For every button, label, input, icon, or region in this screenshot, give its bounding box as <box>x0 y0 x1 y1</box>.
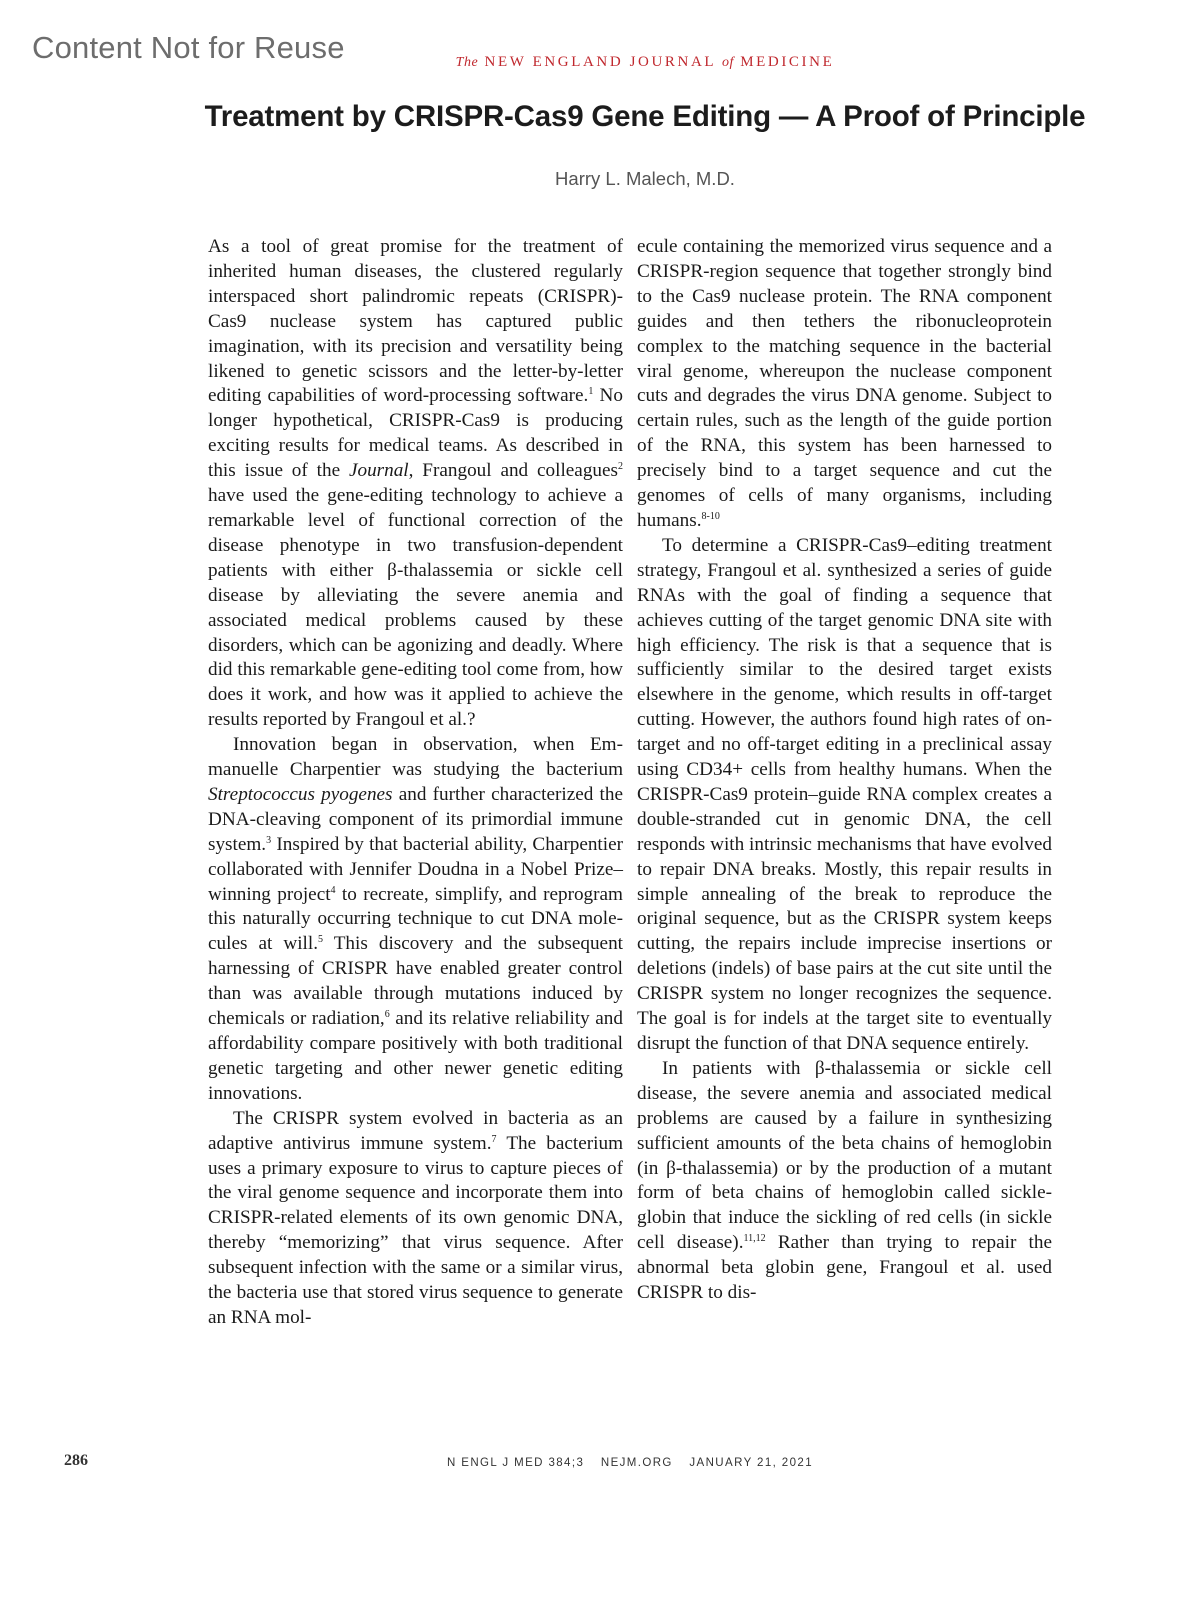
page-number: 286 <box>64 1452 88 1469</box>
ref-11-12[interactable]: 11,12 <box>743 1233 766 1245</box>
footer-date: JANUARY 21, 2021 <box>689 1457 813 1469</box>
ref-3[interactable]: 3 <box>266 834 272 846</box>
watermark: Content Not for Reuse <box>32 30 345 65</box>
paragraph-5: In patients with β-thalassemia or sickle cell disease, the severe anemia and associated medical problems are caused by a failure in synthesizing sufficient amounts of the beta chains of hemoglobin (in β-thalassemia) or by the production of a mutant form of beta chains of hemoglobin called sickle-globin that induce the sickling of red cells (in sickle cell disease).$^{11,12}$ Rather than trying to repair the abnormal beta globin gene, Frangoul et al. used CRISPR to dis- <box>637 1057 1052 1304</box>
ref-4[interactable]: 4 <box>330 884 336 896</box>
column-left <box>208 235 623 1331</box>
ref-1[interactable]: 1 <box>588 386 594 398</box>
paragraph-3-start: The CRISPR system evolved in bacteria as an adaptive antivirus immune system.$^7$ The bacterium uses a primary exposure to virus to capture pieces of the viral genome sequence and incorporate them into CRISPR-related elements of its own genomic DNA, thereby “memorizing” that virus sequence. After subsequent infection with the same or a similar virus, the bacteria use that stored virus sequence to generate an RNA mol- <box>208 1107 623 1328</box>
journal-masthead <box>0 54 1200 71</box>
ref-5[interactable]: 5 <box>318 934 324 946</box>
masthead-part2: MEDICINE <box>740 54 835 70</box>
paragraph-3-continued: ecule containing the memorized virus sequence and a CRISPR-region sequence that together strongly bind to the Cas9 nuclease protein. The RNA component guides and then tethers the ribonucleoprotein complex to the matching sequence in the bacterial viral genome, whereupon the nuclease component cuts and degrades the virus DNA genome. Subject to certain rules, such as the length of the guide portion of the RNA, this system has been harnessed to precisely bind to a target sequence and cut the genomes of cells of many organisms, including humans.$^{8-10}$ <box>637 236 1052 531</box>
paragraph-1: As a tool of great promise for the treatment of inherited human diseases, the clustered regularly interspaced short palindromic repeats (CRISPR)-Cas9 nuclease system has captured public imagination, with its precision and versatility being likened to genetic scissors and the letter-by-letter editing capabilities of word-processing software.$^1$ No longer hypothetical, CRISPR-Cas9 is producing exciting results for medical teams. As described in this issue of the Journal, Frangoul and colleagues$^2$ have used the gene-editing technology to achieve a remarkable level of functional correction of the disease phenotype in two transfusion-dependent patients with either β-thalassemia or sickle cell disease by alleviating the severe anemia and associated medical problems caused by these disorders, which can be agonizing and deadly. Where did this remarkable gene-editing tool come from, how does it work, and how was it applied to achieve the results reported by Frangoul et al.? <box>208 236 624 731</box>
journal-italic: Journal <box>348 460 409 482</box>
paragraph-4: To determine a CRISPR-Cas9–editing treatment strategy, Frangoul et al. synthesized a series of guide RNAs with the goal of finding a sequence that achieves cutting of the target genomic DNA site with high efficiency. The risk is that a sequence that is sufficiently similar to the desired target exists elsewhere in the genome, which results in off-target cutting. However, the authors found high rates of on-target and no off-target editing in a preclinical assay using CD34+ cells from healthy humans. When the CRISPR-Cas9 protein–guide RNA complex creates a double-stranded cut in genomic DNA, the cell responds with intrinsic mechanisms that have evolved to repair DNA breaks. Mostly, this repair results in simple annealing of the break to reproduce the original sequence, but as the CRISPR system keeps cutting, the repairs include imprecise insertions or deletions (indels) of base pairs at the cut site until the CRISPR system no longer recognizes the sequence. The goal is for indels at the target site to eventually disrupt the function of that DNA sequence entirely. <box>637 534 1052 1054</box>
article-title: Treatment by CRISPR-Cas9 Gene Editing — A Proof of Principle <box>204 100 1086 133</box>
page-footer <box>0 1457 1200 1469</box>
masthead-part1: NEW ENGLAND JOURNAL <box>484 54 716 70</box>
species-italic: Streptococcus pyogenes <box>208 783 393 805</box>
paragraph-2: Innovation began in observation, when Emmanuelle Charpentier was studying the bacterium Streptococcus pyogenes and further characterized the DNA-cleaving component of its primordial immune system.$^3$ Inspired by that bacterial ability, Charpentier collaborated with Jennifer Doudna in a Nobel Prize–winning project$^4$ to recreate, simplify, and reprogram this naturally occurring technique to cut DNA molecules at will.$^5$ This discovery and the subsequent harnessing of CRISPR have enabled greater control than was available through mutations induced by chemicals or radiation,$^6$ and its relative reliability and affordability compare positively with both traditional genetic targeting and other newer genetic editing innovations. <box>208 734 623 1104</box>
author-byline: Harry L. Malech, M.D. <box>555 168 735 189</box>
ref-7[interactable]: 7 <box>491 1133 497 1145</box>
masthead-the: The <box>455 55 479 70</box>
footer-site: NEJM.ORG <box>600 1457 673 1469</box>
ref-2[interactable]: 2 <box>618 461 623 473</box>
footer-citation: N ENGL J MED 384;3 <box>446 1457 585 1469</box>
masthead-of: of <box>721 55 734 70</box>
ref-8-10[interactable]: 8-10 <box>701 510 720 522</box>
column-right <box>637 235 1052 1306</box>
ref-6[interactable]: 6 <box>384 1009 390 1021</box>
